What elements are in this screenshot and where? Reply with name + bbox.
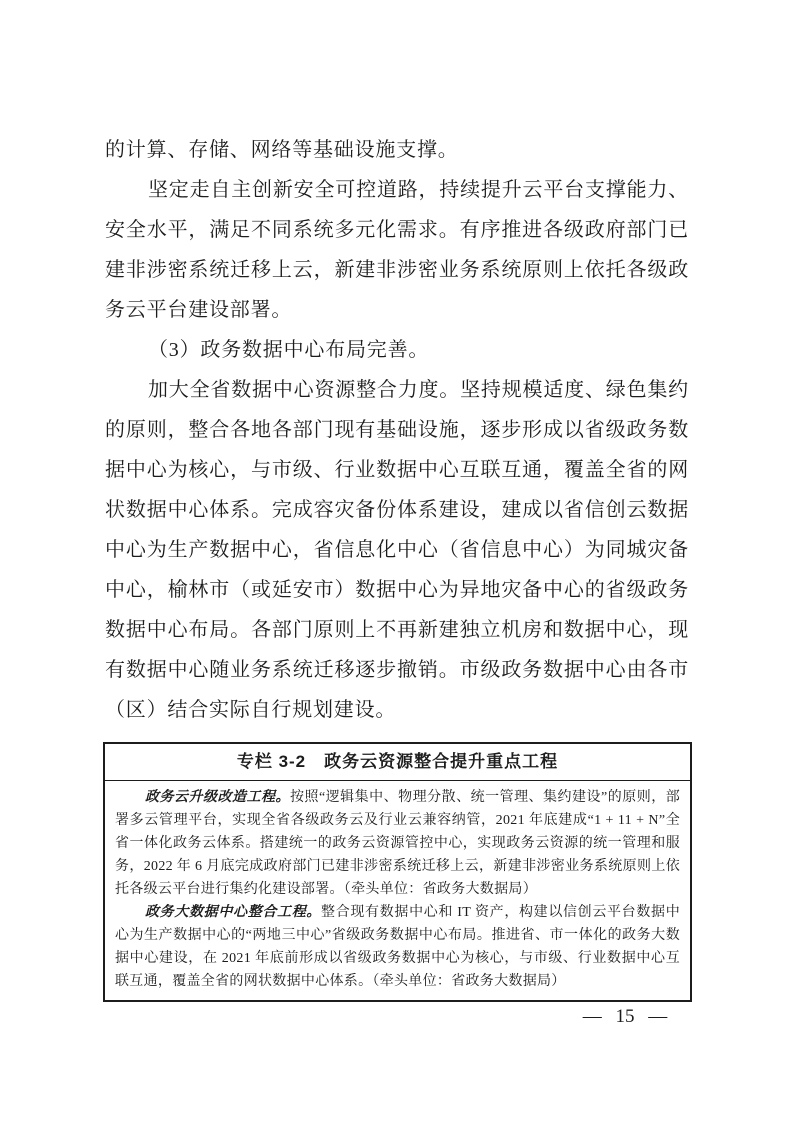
box-item-text: 整合现有数据中心和 IT 资产，构建以信创云平台数据中心为生产数据中心的“两地三中心”省级政务数据中心布局。推进省、市一体化的政务大数据中心建设，在 2021 年底前形成以省级政务数据中心为核心，与市级、行业数据中心互联互通，覆盖全省的网状数据中心体系。（牵头单位：省政务大数据局） <box>115 905 680 989</box>
box-item-lead: 政务大数据中心整合工程。 <box>145 905 322 920</box>
body-paragraph: 坚定走自主创新安全可控道路，持续提升云平台支撑能力、安全水平，满足不同系统多元化需求。有序推进各级政府部门已建非涉密系统迁移上云，新建非涉密业务系统原则上依托各级政务云平台建设部署。 <box>105 179 689 321</box>
body-paragraph: 加大全省数据中心资源整合力度。坚持规模适度、绿色集约的原则，整合各地各部门现有基础设施，逐步形成以省级政务数据中心为核心，与市级、行业数据中心互联互通，覆盖全省的网状数据中心体系。完成容灾备份体系建设，建成以省信创云数据中心为生产数据中心，省信息化中心（省信息中心）为同城灾备中心，榆林市（或延安市）数据中心为异地灾备中心的省级政务数据中心布局。各部门原则上不再新建独立机房和数据中心，现有数据中心随业务系统迁移逐步撤销。市级政务数据中心由各市（区）结合实际自行规划建设。 <box>105 379 689 721</box>
page-number: — 15 — <box>582 1006 668 1027</box>
box-item <box>115 901 680 993</box>
page-content <box>105 130 689 1002</box>
feature-box-body <box>105 781 690 1000</box>
section-heading-paragraph: （3）政务数据中心布局完善。 <box>148 339 430 361</box>
box-item <box>115 786 680 901</box>
feature-box <box>103 742 692 1002</box>
body-paragraph: 的计算、存储、网络等基础设施支撑。 <box>105 139 459 161</box>
box-item-text: 按照“逻辑集中、物理分散、统一管理、集约建设”的原则，部署多云管理平台，实现全省各级政务云及行业云兼容纳管，2021 年底建成“1 + 11 + N”全省一体化政务云体系。搭建统一的政务云资源管控中心，实现政务云资源的统一管理和服务，2022 年 6 月底完成政府部门已建非涉密系统迁移上云，新建非涉密业务系统原则上依托各级云平台进行集约化建设部署。（牵头单位：省政务大数据局） <box>115 790 681 897</box>
feature-box-title: 专栏 3-2 政务云资源整合提升重点工程 <box>105 744 690 781</box>
box-item-lead: 政务云升级改造工程。 <box>145 790 290 805</box>
